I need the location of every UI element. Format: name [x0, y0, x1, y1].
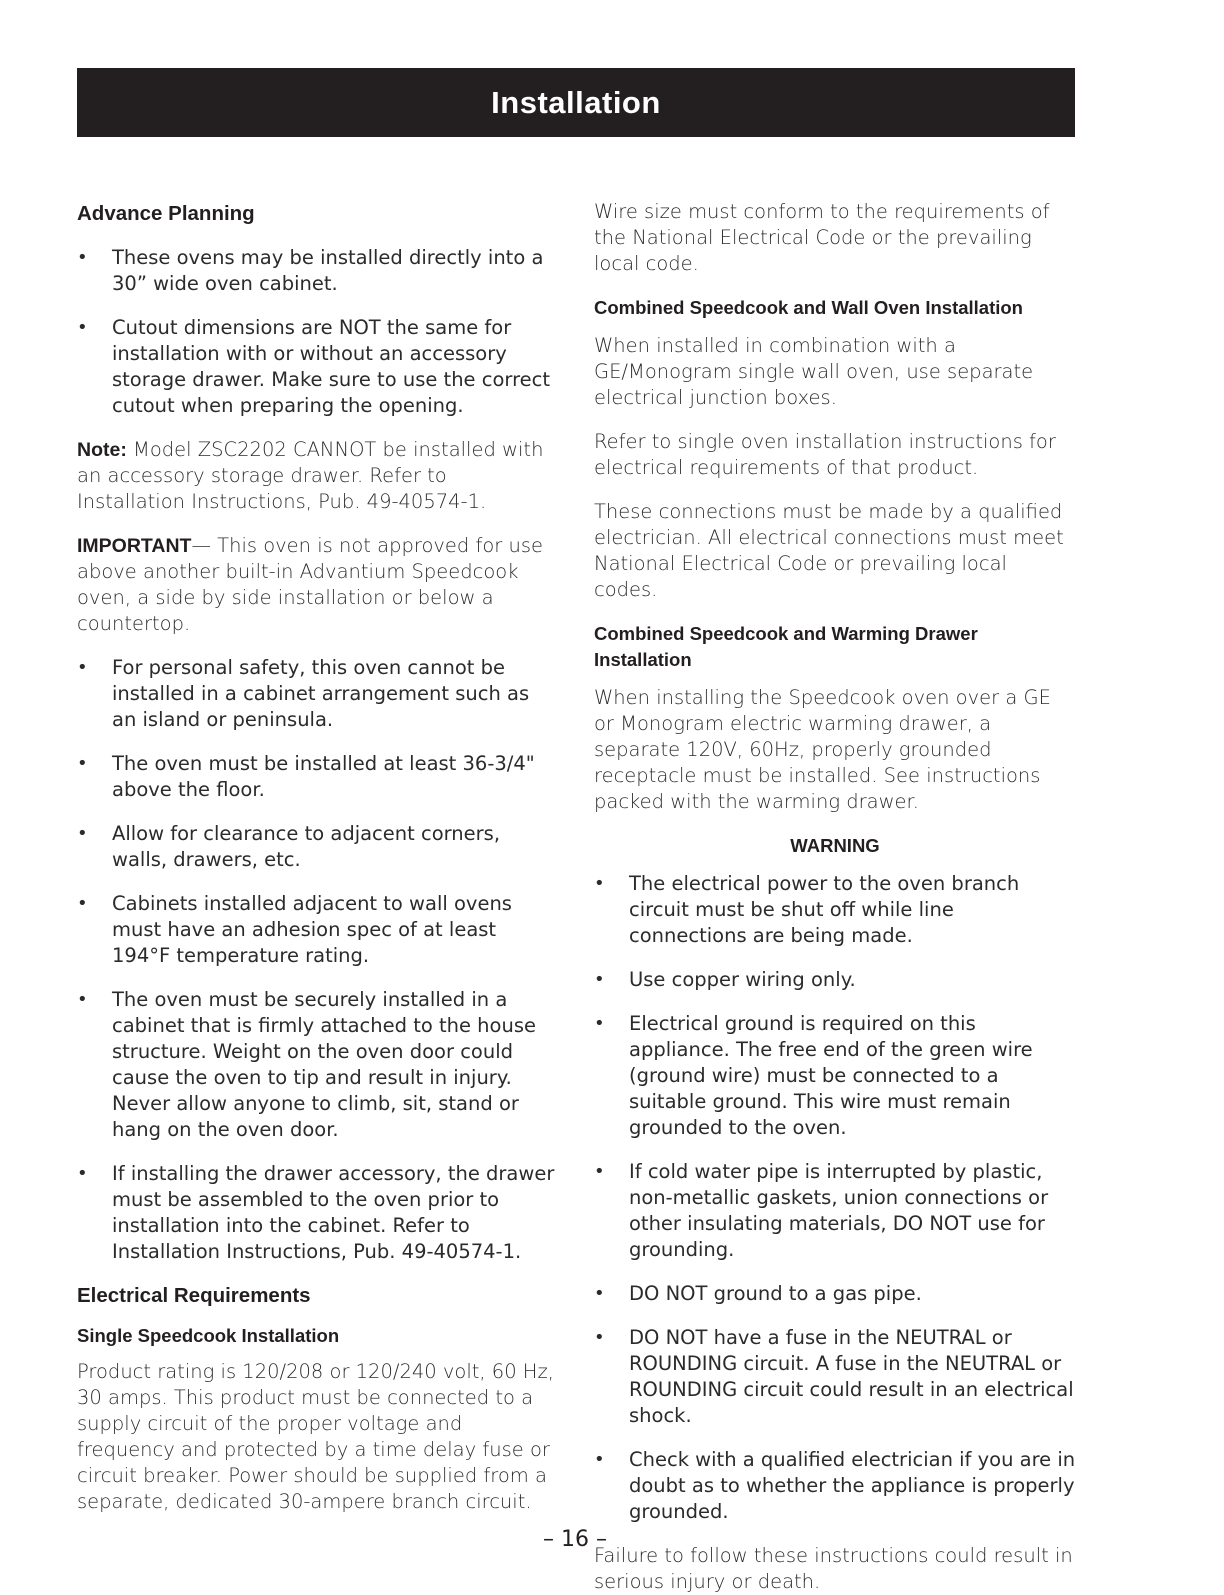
list-item: • DO NOT ground to a gas pipe. — [594, 1281, 1076, 1307]
page-title-banner — [77, 68, 1075, 137]
warning-heading: WARNING — [790, 835, 880, 856]
page-number: – 16 – — [543, 1527, 607, 1552]
safety-list — [77, 655, 557, 1265]
note-paragraph — [77, 437, 557, 515]
combined-wall-oven-heading: Combined Speedcook and Wall Oven Installation — [594, 297, 1023, 318]
single-speedcook-heading: Single Speedcook Installation — [77, 1325, 340, 1346]
electrical-requirements-heading: Electrical Requirements — [77, 1284, 311, 1307]
warning-list — [594, 871, 1076, 1525]
list-item: • Check with a qualified electrician if you are in doubt as to whether the appliance is properly grounded. — [594, 1447, 1076, 1525]
important-text: — This oven is not approved for use above another built-in Advantium Speedcook oven, a side by side installation or below a countertop. — [77, 534, 544, 635]
note-label: Note: — [77, 439, 127, 461]
list-item: • The oven must be securely installed in a cabinet that is firmly attached to the house structure. Weight on the oven door could cause the oven to tip and result in injury. Never allow anyone to climb, sit, stand or hang on the oven door. — [77, 987, 557, 1143]
list-item: • Use copper wiring only. — [594, 967, 1076, 993]
list-item: • Electrical ground is required on this appliance. The free end of the green wire (ground wire) must be connected to a suitable ground. This wire must remain grounded to the oven. — [594, 1011, 1076, 1141]
list-item: • The oven must be installed at least 36-3/4" above the floor. — [77, 751, 557, 803]
wire-size-text: Wire size must conform to the requirements of the National Electrical Code or the prevailing local code. — [594, 200, 1050, 275]
failure-warning-text: Failure to follow these instructions could result in serious injury or death. — [594, 1544, 1073, 1593]
single-speedcook-text: Product rating is 120/208 or 120/240 volt, 60 Hz, 30 amps. This product must be connected to a supply circuit of the proper voltage and frequency and protected by a time delay fuse or circuit breaker. Power should be supplied from a separate, dedicated 30-ampere branch circuit. — [77, 1360, 554, 1513]
combined-warming-drawer-heading: Combined Speedcook and Warming Drawer Installation — [594, 623, 978, 670]
combined-wall-text-1: When installed in combination with a GE/Monogram single wall oven, use separate electrical junction boxes. — [594, 334, 1034, 409]
combined-warming-drawer-text: When installing the Speedcook oven over a GE or Monogram electric warming drawer, a separate 120V, 60Hz, properly grounded receptacle must be installed. See instructions packed with the warming drawer. — [594, 686, 1051, 813]
combined-wall-text-2: Refer to single oven installation instructions for electrical requirements of that product. — [594, 430, 1056, 479]
advance-planning-heading: Advance Planning — [77, 202, 255, 225]
right-column — [594, 199, 1076, 1595]
page-title: Installation — [491, 84, 661, 120]
list-item: • Cutout dimensions are NOT the same for installation with or without an accessory storage drawer. Make sure to use the correct cutout when preparing the opening. — [77, 315, 557, 419]
list-item: • DO NOT have a fuse in the NEUTRAL or ROUNDING circuit. A fuse in the NEUTRAL or ROUNDING circuit could result in an electrical shock. — [594, 1325, 1076, 1429]
important-label: IMPORTANT — [77, 535, 192, 557]
left-column — [77, 199, 557, 1515]
list-item: • Allow for clearance to adjacent corners, walls, drawers, etc. — [77, 821, 557, 873]
list-item: • For personal safety, this oven cannot be installed in a cabinet arrangement such as an island or peninsula. — [77, 655, 557, 733]
advance-planning-list — [77, 245, 557, 419]
list-item: • If installing the drawer accessory, the drawer must be assembled to the oven prior to installation into the cabinet. Refer to Installation Instructions, Pub. 49-40574-1. — [77, 1161, 557, 1265]
list-item: • The electrical power to the oven branch circuit must be shut off while line connections are being made. — [594, 871, 1076, 949]
list-item: • Cabinets installed adjacent to wall ovens must have an adhesion spec of at least 194°F temperature rating. — [77, 891, 557, 969]
combined-wall-text-3: These connections must be made by a qualified electrician. All electrical connections must meet National Electrical Code or prevailing local codes. — [594, 500, 1064, 601]
list-item: • These ovens may be installed directly into a 30” wide oven cabinet. — [77, 245, 557, 297]
list-item: • If cold water pipe is interrupted by plastic, non-metallic gaskets, union connections or other insulating materials, DO NOT use for grounding. — [594, 1159, 1076, 1263]
note-text: Model ZSC2202 CANNOT be installed with an accessory storage drawer. Refer to Installation Instructions, Pub. 49-40574-1. — [77, 438, 544, 513]
important-paragraph — [77, 533, 557, 637]
